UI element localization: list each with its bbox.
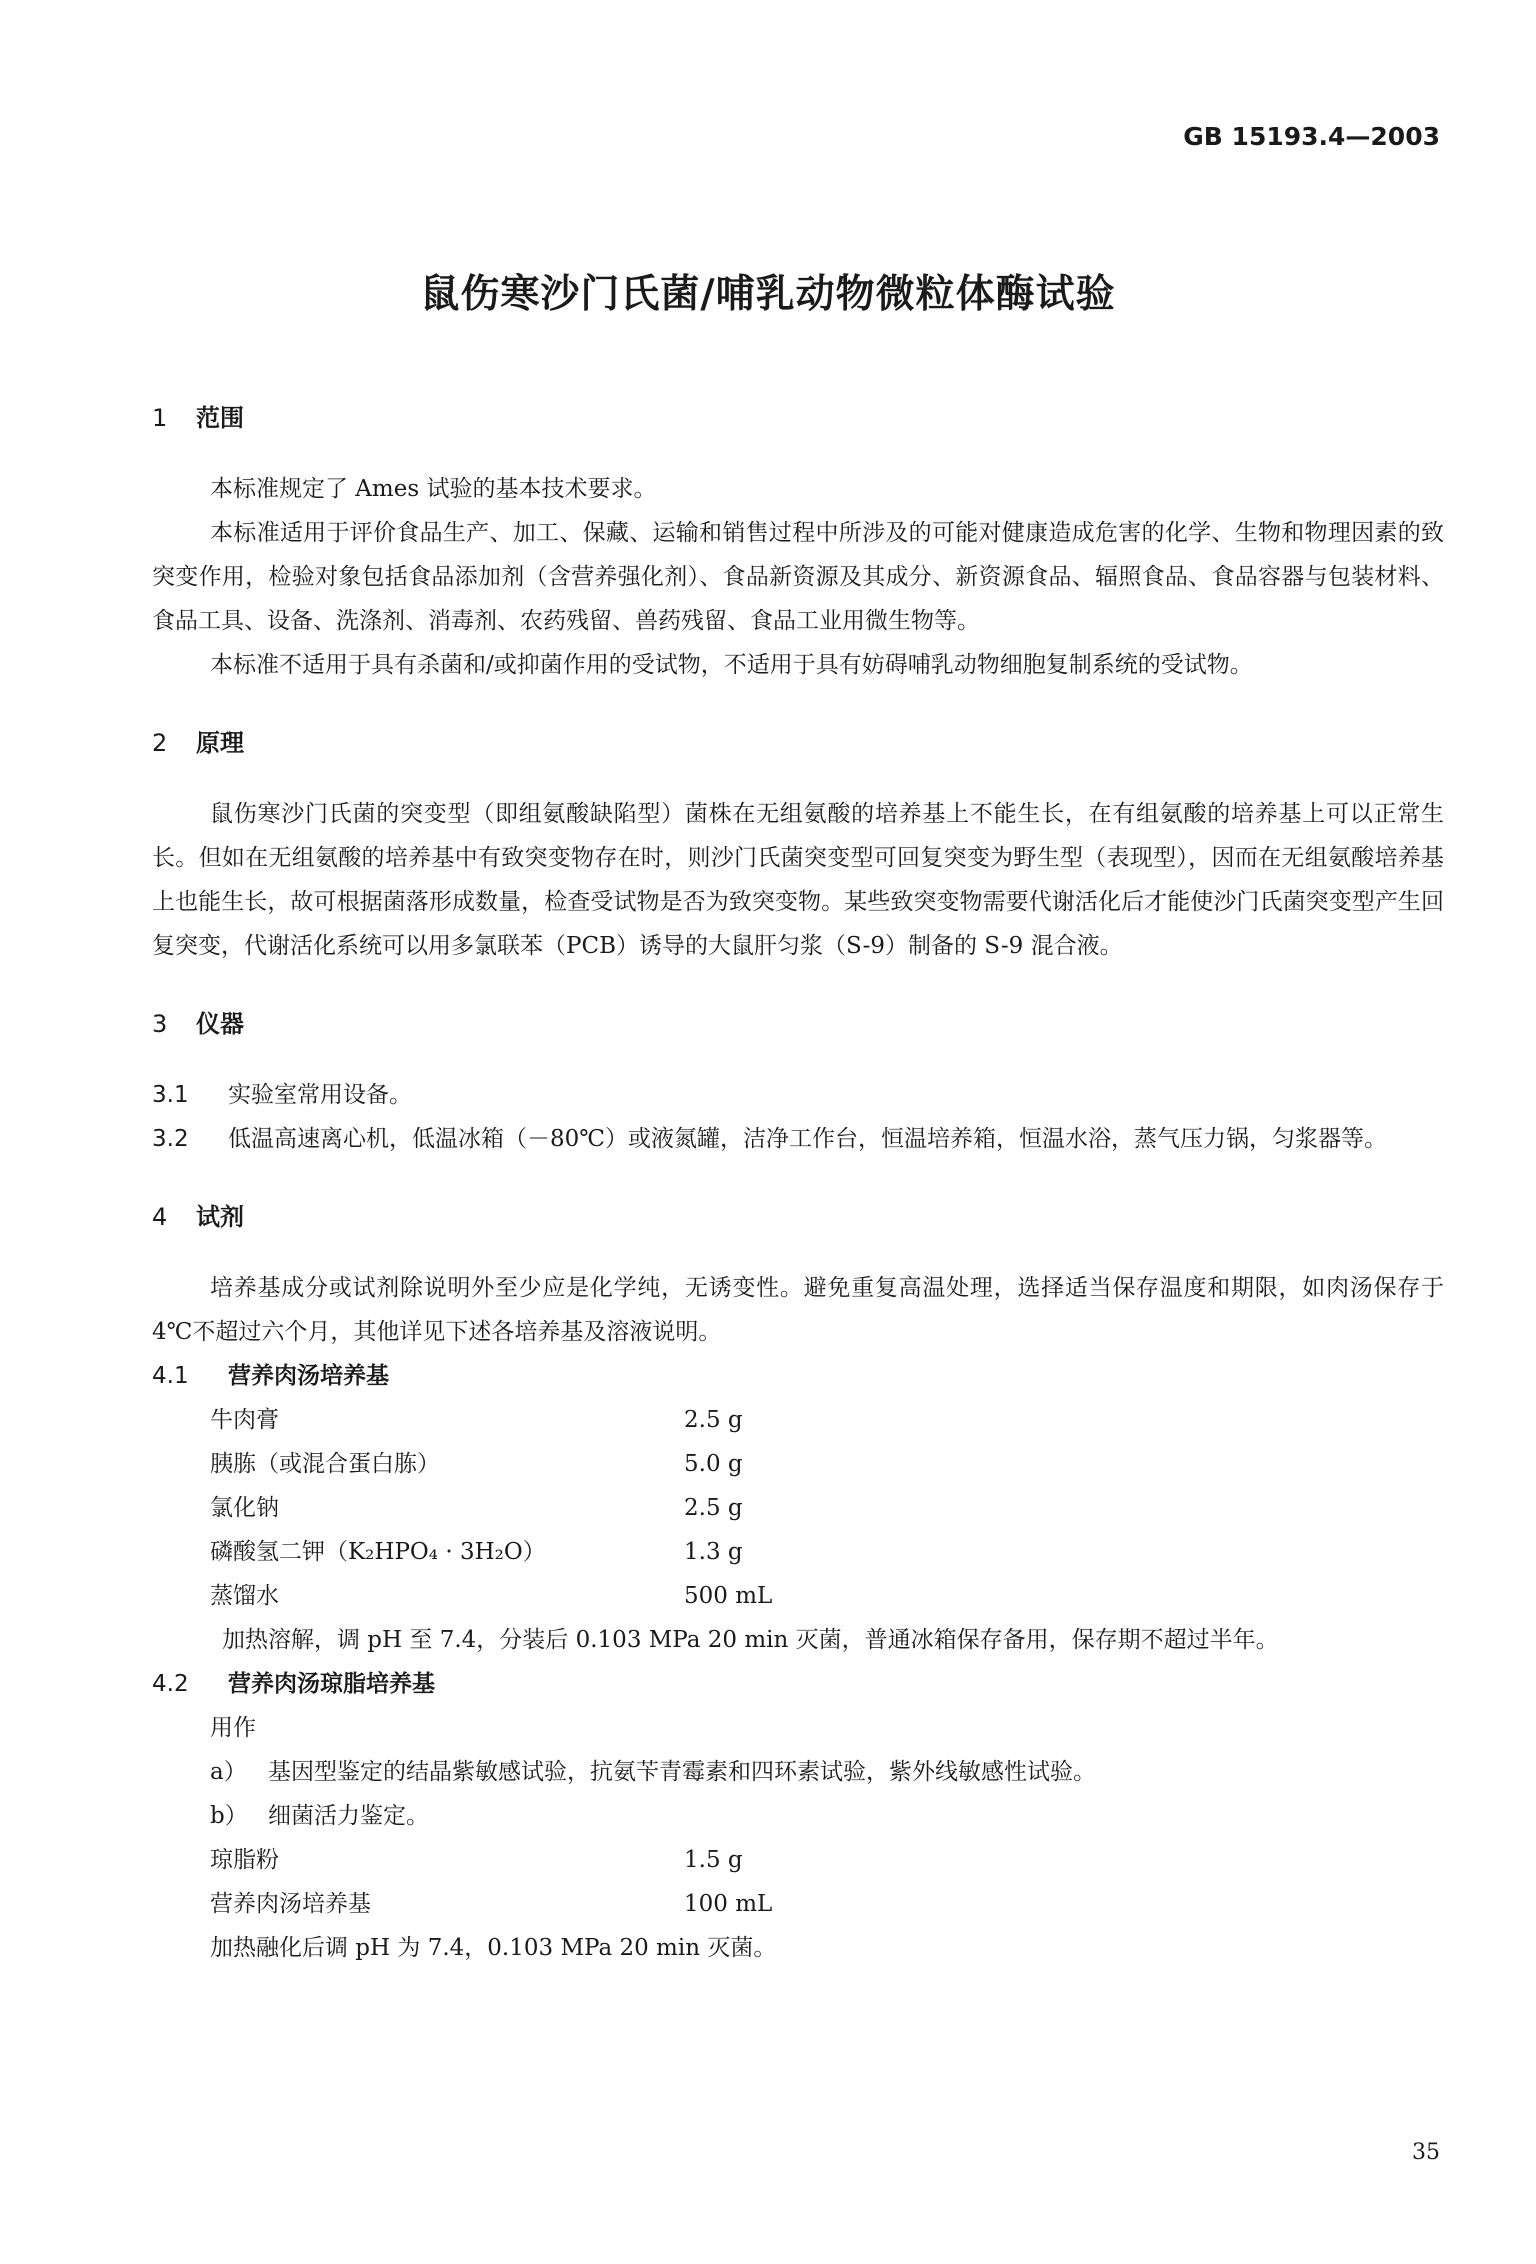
recipe-row <box>210 1398 1444 1442</box>
ingredient-name: 琼脂粉 <box>210 1847 279 1873</box>
ingredient-amount: 100 mL <box>684 1891 773 1917</box>
paragraph: 本标准不适用于具有杀菌和/或抑菌作用的受试物，不适用于具有妨碍哺乳动物细胞复制系统的受试物。 <box>210 652 1253 678</box>
ingredient-amount: 500 mL <box>684 1583 773 1609</box>
preparation-note: 加热溶解，调 pH 至 7.4，分装后 0.103 MPa 20 min 灭菌，普通冰箱保存备用，保存期不超过半年。 <box>222 1627 1279 1653</box>
subsection-title: 营养肉汤琼脂培养基 <box>228 1671 435 1697</box>
section-apparatus <box>152 1004 1444 1161</box>
document-title: 鼠伤寒沙门氏菌/哺乳动物微粒体酶试验 <box>420 272 1116 317</box>
list-text: 基因型鉴定的结晶紫敏感试验，抗氨苄青霉素和四环素试验，紫外线敏感性试验。 <box>268 1759 1096 1785</box>
recipe-row <box>210 1838 1444 1882</box>
recipe-row <box>210 1486 1444 1530</box>
section-scope <box>152 398 1444 687</box>
section-principle <box>152 723 1444 968</box>
subsection-number: 4.1 <box>152 1363 189 1389</box>
section-heading <box>152 1197 1444 1232</box>
preparation-note: 加热融化后调 pH 为 7.4，0.103 MPa 20 min 灭菌。 <box>210 1935 777 1961</box>
recipe-row <box>210 1882 1444 1926</box>
ingredient-name: 蒸馏水 <box>210 1583 279 1609</box>
section-reagents <box>152 1197 1444 1970</box>
use-list-item <box>210 1794 1444 1838</box>
paragraph: 本标准适用于评价食品生产、加工、保藏、运输和销售过程中所涉及的可能对健康造成危害的化学、生物和物理因素的致突变作用，检验对象包括食品添加剂（含营养强化剂）、食品新资源及其成分、新资源食品、辐照食品、食品容器与包装材料、食品工具、设备、洗涤剂、消毒剂、农药残留、兽药残留、食品工业用微生物等。 <box>152 520 1444 634</box>
ingredient-amount: 2.5 g <box>684 1407 743 1433</box>
use-label: 用作 <box>210 1715 256 1741</box>
ingredient-name: 磷酸氢二钾（K₂HPO₄ · 3H₂O） <box>210 1539 546 1565</box>
section-number: 2 <box>152 729 168 757</box>
section-title: 范围 <box>196 404 244 432</box>
ingredient-name: 胰胨（或混合蛋白胨） <box>210 1451 440 1477</box>
subsection-heading <box>152 1354 1444 1398</box>
subsection-number: 4.2 <box>152 1671 189 1697</box>
section-title: 仪器 <box>196 1010 244 1038</box>
page-number: 35 <box>1412 2140 1440 2165</box>
paragraph: 鼠伤寒沙门氏菌的突变型（即组氨酸缺陷型）菌株在无组氨酸的培养基上不能生长，在有组氨酸的培养基上可以正常生长。但如在无组氨酸的培养基中有致突变物存在时，则沙门氏菌突变型可回复突变为野生型（表现型），因而在无组氨酸培养基上也能生长，故可根据菌落形成数量，检查受试物是否为致突变物。某些致突变物需要代谢活化后才能使沙门氏菌突变型产生回复突变，代谢活化系统可以用多氯联苯（PCB）诱导的大鼠肝匀浆（S-9）制备的 S-9 混合液。 <box>152 801 1444 959</box>
use-list-item <box>210 1750 1444 1794</box>
recipe-table <box>210 1398 1444 1618</box>
recipe-row <box>210 1442 1444 1486</box>
ingredient-amount: 5.0 g <box>684 1451 743 1477</box>
clause-item <box>152 1117 1444 1161</box>
subsection-heading <box>152 1662 1444 1706</box>
clause-item <box>152 1073 1444 1117</box>
subsection-title: 营养肉汤培养基 <box>228 1363 389 1389</box>
section-heading <box>152 398 1444 433</box>
ingredient-name: 氯化钠 <box>210 1495 279 1521</box>
section-number: 3 <box>152 1010 168 1038</box>
clause-number: 3.2 <box>152 1126 189 1152</box>
section-number: 1 <box>152 404 168 432</box>
ingredient-amount: 1.5 g <box>684 1847 743 1873</box>
recipe-row <box>210 1530 1444 1574</box>
document-body <box>152 398 1444 1970</box>
clause-text: 低温高速离心机，低温冰箱（－80℃）或液氮罐，洁净工作台，恒温培养箱，恒温水浴，蒸气压力锅，匀浆器等。 <box>228 1126 1387 1152</box>
section-heading <box>152 1004 1444 1039</box>
ingredient-name: 营养肉汤培养基 <box>210 1891 371 1917</box>
paragraph: 培养基成分或试剂除说明外至少应是化学纯，无诱变性。避免重复高温处理，选择适当保存温度和期限，如肉汤保存于 4℃不超过六个月，其他详见下述各培养基及溶液说明。 <box>152 1275 1444 1345</box>
recipe-table <box>210 1838 1444 1926</box>
section-title: 试剂 <box>196 1203 244 1231</box>
paragraph: 本标准规定了 Ames 试验的基本技术要求。 <box>210 476 657 502</box>
clause-number: 3.1 <box>152 1082 189 1108</box>
list-marker: a） <box>210 1759 247 1785</box>
list-marker: b） <box>210 1803 248 1829</box>
section-title: 原理 <box>196 729 244 757</box>
ingredient-name: 牛肉膏 <box>210 1407 279 1433</box>
ingredient-amount: 2.5 g <box>684 1495 743 1521</box>
list-text: 细菌活力鉴定。 <box>268 1803 429 1829</box>
ingredient-amount: 1.3 g <box>684 1539 743 1565</box>
recipe-row <box>210 1574 1444 1618</box>
section-heading <box>152 723 1444 758</box>
standard-code: GB 15193.4—2003 <box>1183 122 1440 151</box>
clause-text: 实验室常用设备。 <box>228 1082 412 1108</box>
section-number: 4 <box>152 1203 168 1231</box>
